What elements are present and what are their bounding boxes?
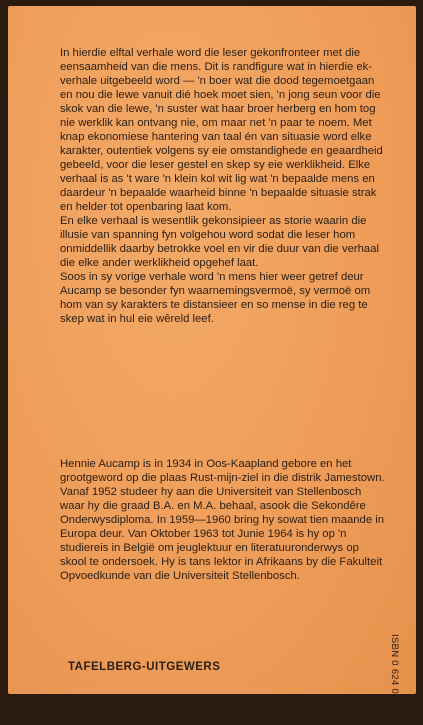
- blurb-paragraph-3: Soos in sy vorige verhale word 'n mens hier weer getref deur Aucamp se besonder fyn waarnemingsvermoë, sy vermoë om hom van sy karakters te distansieer en so mense in die reg te skep wat in hul eie wêreld leef.: [60, 271, 371, 325]
- bio-paragraph: Hennie Aucamp is in 1934 in Oos-Kaapland gebore en het grootgeword op die plaas Rust-mijn-ziel in die distrik Jamestown. Vanaf 1952 studeer hy aan die Universiteit van Stellenbosch waar hy die graad B.A. en M.A. behaal, asook die Sekondêre Onderwysdiploma. In 1959—1960 bring hy sowat tien maande in Europa deur. Van Oktober 1963 tot Junie 1964 is hy op 'n studiereis in België om jeuglektuur en literatuuronderwys op skool te ondersoek. Hy is tans lektor in Afrikaans by die Fakulteit Opvoedkunde van die Universiteit Stellenbosch.: [60, 458, 385, 582]
- publisher-name: TAFELBERG-UITGEWERS: [68, 661, 221, 673]
- isbn-number: ISBN 0 624 01225 5: [389, 634, 400, 725]
- author-bio: [60, 457, 388, 583]
- book-blurb: [60, 46, 388, 326]
- blurb-paragraph-2: En elke verhaal is wesentlik gekonsipieer as storie waarin die illusie van spanning fyn volgehou word sodat die leser hom onmiddellik daarby betrokke voel en vir die duur van die verhaal die elke ander werklikheid opgehef laat.: [60, 215, 380, 269]
- back-cover: [8, 6, 416, 725]
- blurb-paragraph-1: In hierdie elftal verhale word die leser gekonfronteer met die eensaamheid van die mens. Dit is randfigure wat in hierdie ek-verhale uitgebeeld word — 'n boer wat die dood tegemoetgaan en nou die lewe vanuit dié hoek moet sien, 'n jong seun voor die skok van die lewe, 'n suster wat haar broer herberg en hom tog nie werklik kan ontvang nie, om maar net 'n paar te noem. Met knap ekonomiese hantering van taal én van situasie word elke karakter, outentiek volgens sy eie omstandighede en geaardheid gebeeld, voor die leser gestel en skep sy eie werklikheid. Elke verhaal is as 't ware 'n klein kol wit lig wat 'n bepaalde mens en daardeur 'n bepaalde waarheid binne 'n bepaalde situasie strak en helder tot openbaring laat kom.: [60, 47, 383, 213]
